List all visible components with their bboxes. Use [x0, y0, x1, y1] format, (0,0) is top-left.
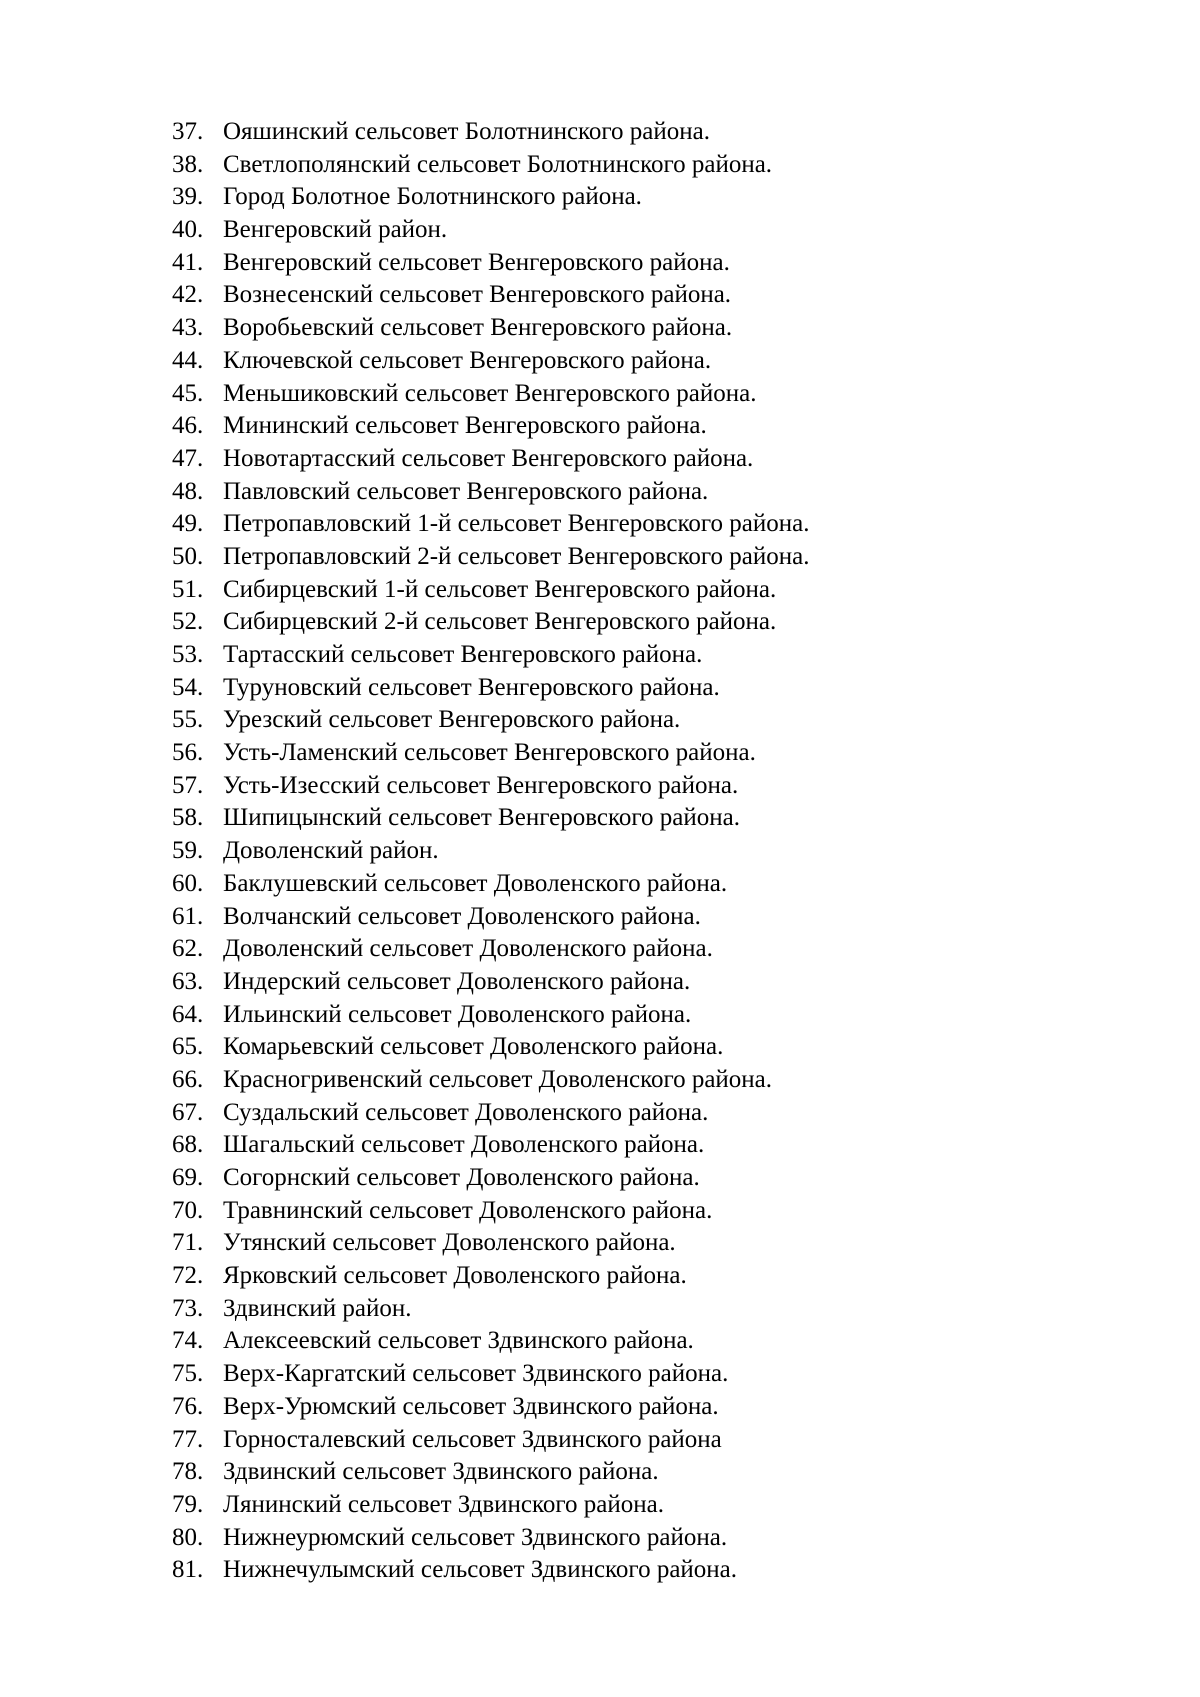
list-item-text: Нижнеурюмский сельсовет Здвинского района. [223, 1523, 728, 1551]
list-item-text: Усть-Ламенский сельсовет Венгеровского района. [223, 739, 756, 767]
list-item [172, 737, 809, 770]
list-item-text: Венгеровский сельсовет Венгеровского района. [223, 248, 730, 276]
list-item-number: 61. [172, 902, 204, 930]
list-item-number: 75. [172, 1360, 204, 1388]
list-item-text: Город Болотное Болотнинского района. [223, 183, 642, 211]
list-item-number: 67. [172, 1098, 204, 1126]
list-item-number: 46. [172, 412, 204, 440]
list-item [172, 312, 809, 345]
list-item-text: Баклушевский сельсовет Доволенского района. [223, 869, 728, 897]
list-item [172, 443, 809, 476]
list-item [172, 1456, 809, 1489]
list-item [172, 835, 809, 868]
list-item [172, 1064, 809, 1097]
list-item [172, 410, 809, 443]
list-item-text: Алексеевский сельсовет Здвинского района. [223, 1327, 694, 1355]
list-item-text: Вознесенский сельсовет Венгеровского района. [223, 281, 732, 309]
list-item [172, 1293, 809, 1326]
list-item-text: Петропавловский 1-й сельсовет Венгеровского района. [223, 510, 810, 538]
list-item-text: Доволенский сельсовет Доволенского района. [223, 935, 713, 963]
list-item [172, 901, 809, 934]
list-item [172, 279, 809, 312]
list-item-text: Тартасский сельсовет Венгеровского района. [223, 641, 703, 668]
list-item-number: 43. [172, 314, 204, 342]
list-item-number: 74. [172, 1327, 204, 1355]
list-item-number: 44. [172, 346, 204, 374]
list-item-text: Согорнский сельсовет Доволенского района. [223, 1164, 700, 1191]
list-item [172, 704, 809, 737]
list-item-text: Утянский сельсовет Доволенского района. [223, 1229, 676, 1257]
list-item-text: Индерский сельсовет Доволенского района. [223, 967, 691, 995]
list-item [172, 1195, 809, 1228]
list-item-number: 52. [172, 608, 204, 636]
list-item-number: 77. [172, 1425, 204, 1453]
list-item-number: 63. [172, 967, 204, 995]
list-item-text: Воробьевский сельсовет Венгеровского района. [223, 314, 733, 342]
list-item-text: Сибирцевский 1-й сельсовет Венгеровского района. [223, 575, 777, 603]
list-item-text: Сибирцевский 2-й сельсовет Венгеровского района. [223, 608, 777, 636]
list-item-text: Ключевской сельсовет Венгеровского района. [223, 346, 712, 374]
list-item [172, 116, 809, 149]
list-item-text: Верх-Урюмский сельсовет Здвинского района. [223, 1392, 719, 1420]
list-item [172, 1554, 809, 1587]
list-item-number: 40. [172, 216, 204, 244]
list-item-text: Суздальский сельсовет Доволенского района. [223, 1098, 709, 1126]
list-item-text: Волчанский сельсовет Доволенского района. [223, 902, 701, 930]
list-item-number: 72. [172, 1262, 204, 1290]
list-item [172, 1522, 809, 1555]
list-item-number: 71. [172, 1229, 204, 1257]
list-item-text: Светлополянский сельсовет Болотнинского района. [223, 150, 773, 178]
list-item-number: 79. [172, 1490, 204, 1518]
list-item [172, 1097, 809, 1130]
list-item-number: 56. [172, 739, 204, 767]
list-item-text: Лянинский сельсовет Здвинского района. [223, 1490, 664, 1518]
list-item-text: Мининский сельсовет Венгеровского района. [223, 412, 707, 440]
list-item-number: 38. [172, 150, 204, 178]
list-item [172, 672, 809, 705]
list-item-text: Усть-Изесский сельсовет Венгеровского района. [223, 771, 739, 799]
list-item-number: 58. [172, 804, 204, 832]
list-item-number: 62. [172, 935, 204, 963]
list-item [172, 345, 809, 378]
list-item-number: 68. [172, 1131, 204, 1159]
list-item-number: 69. [172, 1164, 204, 1191]
list-item [172, 149, 809, 182]
list-item-number: 41. [172, 248, 204, 276]
list-item-number: 76. [172, 1392, 204, 1420]
list-item [172, 574, 809, 607]
list-item-number: 73. [172, 1294, 204, 1322]
list-item [172, 868, 809, 901]
list-item [172, 966, 809, 999]
settlement-list [172, 116, 809, 1587]
list-item [172, 181, 809, 214]
list-item [172, 1129, 809, 1162]
list-item [172, 247, 809, 280]
list-item-text: Венгеровский район. [223, 216, 448, 244]
list-item-number: 49. [172, 510, 204, 538]
list-item-text: Ояшинский сельсовет Болотнинского района. [223, 118, 710, 145]
list-item-text: Туруновский сельсовет Венгеровского района. [223, 673, 720, 701]
list-item [172, 214, 809, 247]
list-item [172, 606, 809, 639]
list-item-text: Петропавловский 2-й сельсовет Венгеровского района. [223, 542, 810, 570]
list-item-number: 57. [172, 771, 204, 799]
list-item [172, 1031, 809, 1064]
list-item-text: Красногривенский сельсовет Доволенского района. [223, 1065, 773, 1093]
list-item-text: Доволенский район. [223, 837, 439, 865]
list-item [172, 378, 809, 411]
list-item-number: 78. [172, 1458, 204, 1486]
list-item-text: Шагальский сельсовет Доволенского района. [223, 1131, 705, 1159]
list-item [172, 999, 809, 1032]
list-item [172, 1391, 809, 1424]
list-item-number: 37. [172, 118, 204, 145]
list-item [172, 1162, 809, 1195]
list-item [172, 508, 809, 541]
list-item [172, 770, 809, 803]
list-item [172, 933, 809, 966]
list-item-number: 64. [172, 1000, 204, 1028]
list-item [172, 476, 809, 509]
list-item-text: Здвинский сельсовет Здвинского района. [223, 1458, 659, 1486]
list-item-text: Горносталевский сельсовет Здвинского района [223, 1425, 722, 1453]
list-item-text: Здвинский район. [223, 1294, 412, 1322]
list-item-text: Павловский сельсовет Венгеровского района. [223, 477, 709, 505]
list-item [172, 1424, 809, 1457]
list-item [172, 639, 809, 672]
list-item-number: 81. [172, 1556, 204, 1584]
list-item-text: Урезский сельсовет Венгеровского района. [223, 706, 681, 734]
list-item-number: 59. [172, 837, 204, 865]
list-item-text: Ярковский сельсовет Доволенского района. [223, 1262, 687, 1290]
list-item [172, 802, 809, 835]
list-item-number: 51. [172, 575, 204, 603]
list-item-number: 55. [172, 706, 204, 734]
list-item-number: 50. [172, 542, 204, 570]
list-item [172, 1489, 809, 1522]
list-item-text: Шипицынский сельсовет Венгеровского района. [223, 804, 740, 832]
list-item-text: Комарьевский сельсовет Доволенского района. [223, 1033, 724, 1061]
list-item-number: 39. [172, 183, 204, 211]
list-item-number: 70. [172, 1196, 204, 1224]
list-item-text: Верх-Каргатский сельсовет Здвинского района. [223, 1360, 729, 1388]
list-item-number: 65. [172, 1033, 204, 1061]
list-item-number: 42. [172, 281, 204, 309]
list-item-text: Меньшиковский сельсовет Венгеровского района. [223, 379, 757, 407]
list-item-text: Травнинский сельсовет Доволенского района. [223, 1196, 713, 1224]
list-item-number: 80. [172, 1523, 204, 1551]
list-item-number: 60. [172, 869, 204, 897]
list-item-text: Нижнечулымский сельсовет Здвинского района. [223, 1556, 738, 1584]
list-item [172, 1358, 809, 1391]
list-item-number: 45. [172, 379, 204, 407]
list-item-number: 53. [172, 641, 204, 668]
list-item [172, 1260, 809, 1293]
list-item [172, 541, 809, 574]
list-item-number: 47. [172, 444, 204, 472]
list-item [172, 1227, 809, 1260]
list-item-number: 66. [172, 1065, 204, 1093]
list-item-number: 54. [172, 673, 204, 701]
list-item-number: 48. [172, 477, 204, 505]
list-item [172, 1325, 809, 1358]
list-item-text: Новотартасский сельсовет Венгеровского района. [223, 444, 754, 472]
list-item-text: Ильинский сельсовет Доволенского района. [223, 1000, 692, 1028]
